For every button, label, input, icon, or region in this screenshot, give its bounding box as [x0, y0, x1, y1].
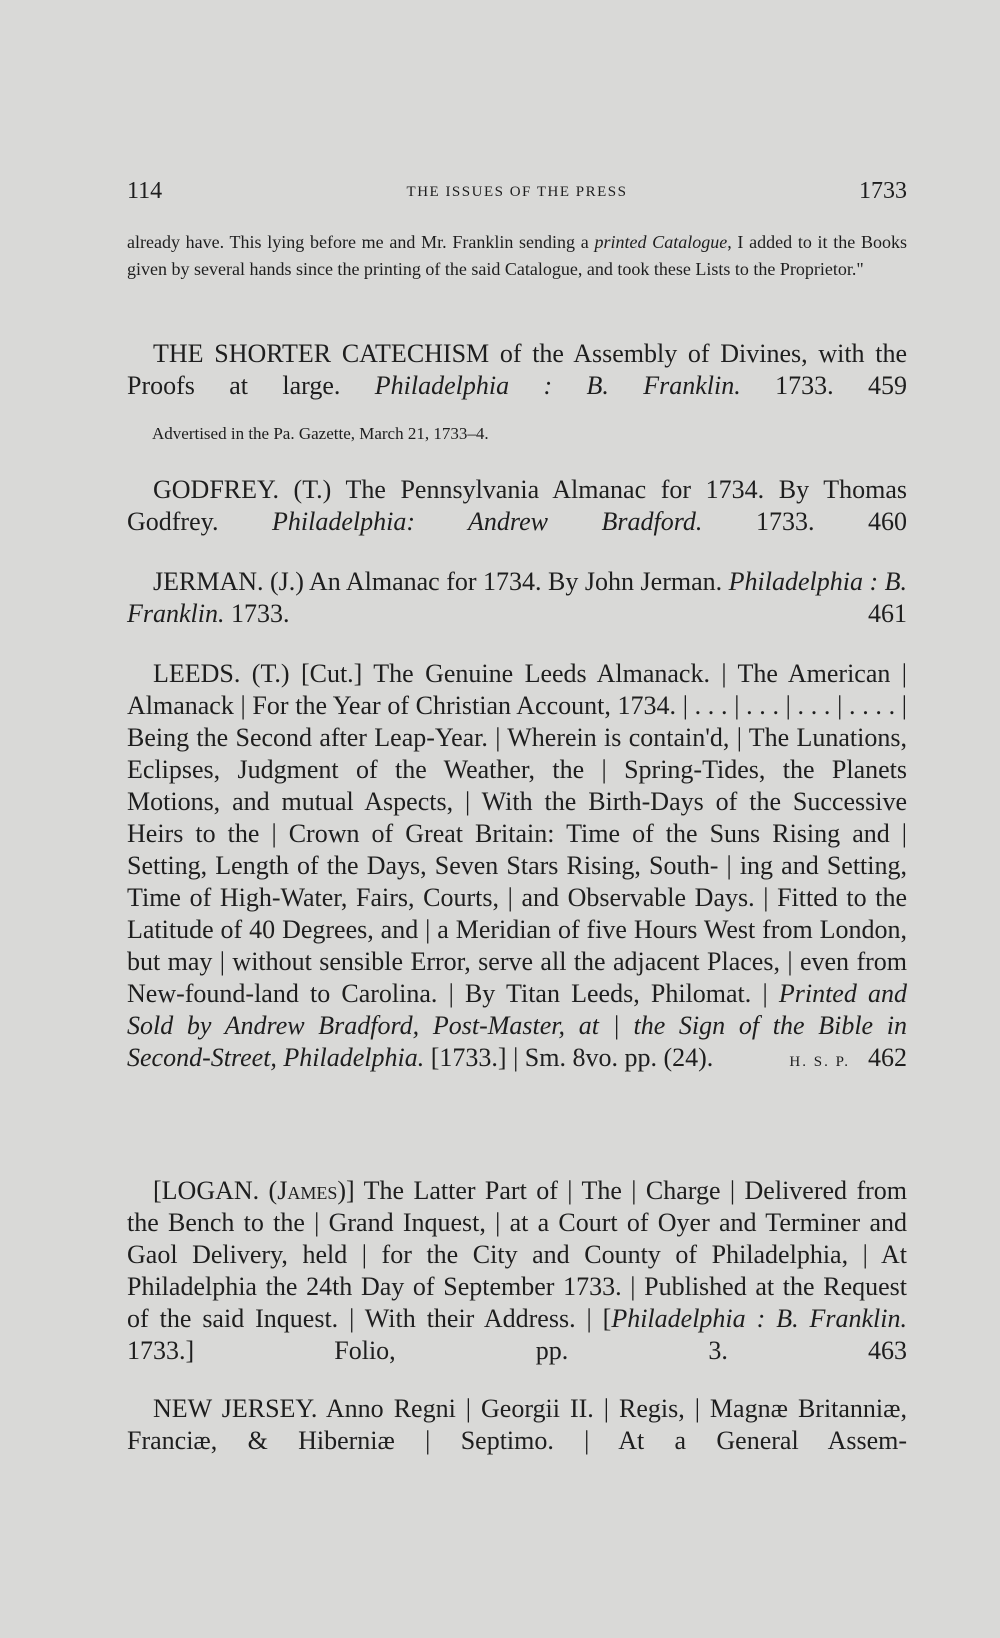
entry-collation: 1733.] Folio, pp. 3.: [127, 1336, 728, 1365]
entry-year: 1733.: [775, 371, 834, 400]
entry-text: JERMAN. (J.) An Almanac for 1734. By John Jerman.: [153, 567, 723, 596]
entry-460: [127, 474, 907, 538]
entry-collation: [1733.] | Sm. 8vo. pp. (24).: [430, 1043, 714, 1072]
entry-459-note: Advertised in the Pa. Gazette, March 21, 1733–4.: [152, 424, 489, 443]
entry-year: 1733.: [755, 507, 815, 536]
entry-text: )] The Latter Part of | The | Charge | Delivered from the Bench to the | Grand Inquest, | at a Court of Oyer and Terminer and Gaol Delivery, held | for the City and County of Philadelphia, | At Philadelphia the 24th Day of September 1733. | Published at the Request of the said Inquest. | With their Address. | [: [127, 1176, 907, 1333]
header-year: 1733: [859, 178, 907, 204]
page-header: [127, 178, 907, 210]
author-forename: James: [277, 1176, 338, 1205]
entry-number-group: [763, 1042, 907, 1078]
entry-number: 461: [868, 599, 907, 628]
entry-imprint: Printed and Sold by Andrew Bradford, Post-Master, at | the Sign of the Bible in Second-Street, Philadelphia.: [127, 979, 908, 1072]
entry-imprint: Philadelphia : B. Franklin.: [374, 371, 741, 400]
continuation-paragraph: [127, 229, 907, 283]
entry-459: [127, 338, 907, 402]
running-title: THE ISSUES OF THE PRESS: [406, 184, 628, 200]
entry-number: 463: [868, 1336, 907, 1365]
entry-year: 1733.: [231, 599, 290, 628]
entry-number: 460: [868, 507, 907, 536]
italic-segment: printed Catalogue: [594, 232, 728, 252]
entry-imprint: Philadelphia : B. Franklin.: [127, 567, 908, 628]
entry-text: GODFREY. (T.) The Pennsylvania Almanac for 1734. By Thomas Godfrey.: [127, 475, 907, 536]
entry-463: [127, 1175, 907, 1367]
entry-next: NEW JERSEY. Anno Regni | Georgii II. | Regis, | Magnæ Britanniæ, Franciæ, & Hiberniæ | Septimo. | At a General Assem-: [127, 1394, 907, 1455]
entry-imprint: Philadelphia : B. Franklin.: [611, 1304, 908, 1333]
entry-462: [127, 658, 907, 1078]
entry-text: THE SHORTER CATECHISM of the Assembly of Divines, with the Proofs at large.: [127, 339, 907, 400]
text-segment: , I added to it the Books given by several hands since the printing of the said Catalogue, and took these Lists to the Proprietor.": [127, 232, 907, 279]
page-number: 114: [127, 178, 163, 204]
entry-imprint: Philadelphia: Andrew Bradford.: [272, 507, 703, 536]
entry-461: [127, 566, 907, 630]
entry-number: 459: [868, 371, 907, 400]
library-location: H. S. P.: [789, 1054, 850, 1070]
entry-text: [LOGAN. (: [153, 1176, 278, 1205]
entry-text: LEEDS. (T.) [Cut.] The Genuine Leeds Almanack. | The American | Almanack | For the Year of Christian Account, 1734. | . . . | . . . | . . . | . . . . | Being the Second after Leap-Year. | Wherein is contain'd, | The Lunations, Eclipses, Judgment of the Weather, the | Spring-Tides, the Planets Motions, and mutual Aspects, | With the Birth-Days of the Successive Heirs to the | Crown of Great Britain: Time of the Suns Rising and | Setting, Length of the Days, Seven Stars Rising, South- | ing and Setting, Time of High-Water, Fairs, Courts, | and Observable Days. | Fitted to the Latitude of 40 Degrees, and | a Meridian of five Hours West from London, but may | without sensible Error, serve all the adjacent Places, | even from New-found-land to Carolina. | By Titan Leeds, Philomat. |: [127, 659, 907, 1008]
text-segment: already have. This lying before me and Mr. Franklin sending a: [127, 232, 595, 252]
entry-number: 462: [868, 1043, 907, 1072]
